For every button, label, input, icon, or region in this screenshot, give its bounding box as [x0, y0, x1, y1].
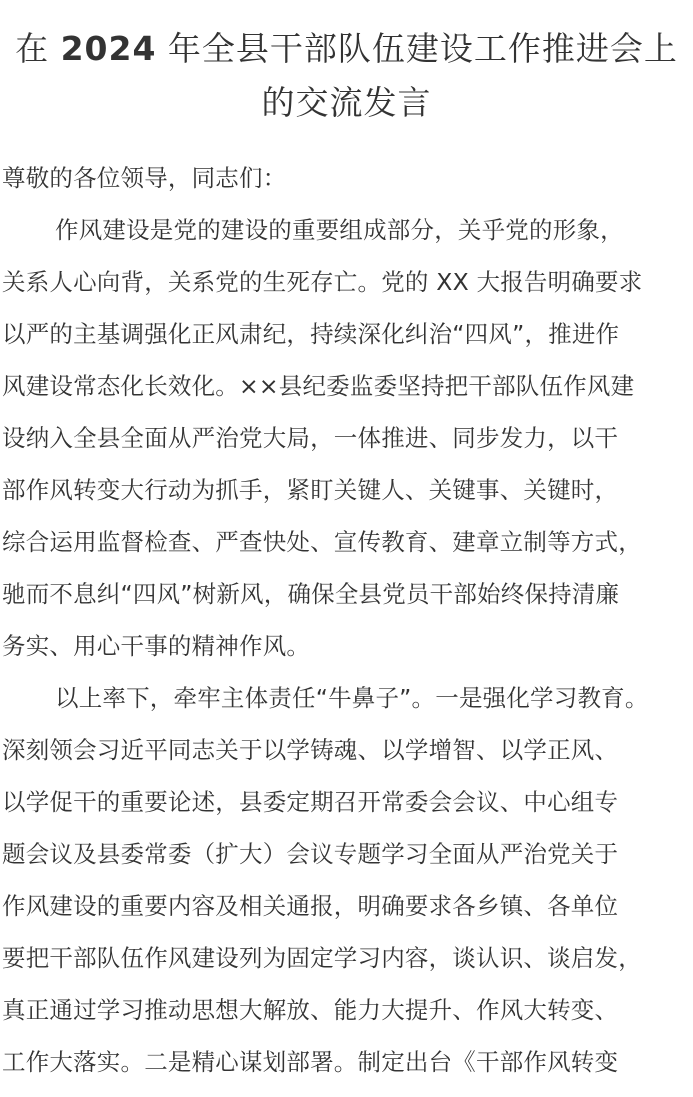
body-line: 设纳入全县全面从严治党大局，一体推进、同步发力，以干 — [2, 424, 619, 452]
body-line: 部作风转变大行动为抓手，紧盯关键人、关键事、关键时， — [2, 476, 619, 504]
body-line: 深刻领会习近平同志关于以学铸魂、以学增智、以学正风、 — [2, 736, 619, 764]
body-line: 驰而不息纠“四风”树新风，确保全县党员干部始终保持清廉 — [2, 580, 620, 608]
body-line: 作风建设是党的建设的重要组成部分，关乎党的形象， — [55, 216, 624, 244]
body-line: 工作大落实。二是精心谋划部署。制定出台《干部作风转变 — [2, 1048, 619, 1076]
title-suffix: 年全县干部队伍建设工作推进会上 — [156, 29, 678, 68]
body-line: 关系人心向背，关系党的生死存亡。党的 XX 大报告明确要求 — [2, 268, 643, 296]
body-line: 以学促干的重要论述，县委定期召开常委会会议、中心组专 — [2, 788, 619, 816]
body-line: 综合运用监督检查、严查快处、宣传教育、建章立制等方式， — [2, 528, 642, 556]
body-line: 以严的主基调强化正风肃纪，持续深化纠治“四风”，推进作 — [2, 320, 620, 348]
document-title — [0, 22, 693, 130]
body-line: 务实、用心干事的精神作风。 — [2, 632, 311, 660]
title-line-1 — [15, 29, 678, 68]
body-line: 题会议及县委常委（扩大）会议专题学习全面从严治党关于 — [2, 840, 619, 868]
body-line: 风建设常态化长效化。××县纪委监委坚持把干部队伍作风建 — [2, 372, 635, 400]
document-body — [0, 152, 693, 1088]
salutation: 尊敬的各位领导，同志们： — [2, 164, 287, 192]
title-line-2: 的交流发言 — [261, 83, 432, 122]
body-line: 以上率下，牵牢主体责任“牛鼻子”。一是强化学习教育。 — [55, 684, 649, 712]
body-line: 真正通过学习推动思想大解放、能力大提升、作风大转变、 — [2, 996, 619, 1024]
title-prefix: 在 — [15, 29, 61, 68]
body-line: 作风建设的重要内容及相关通报，明确要求各乡镇、各单位 — [2, 892, 619, 920]
body-line: 要把干部队伍作风建设列为固定学习内容，谈认识、谈启发， — [2, 944, 642, 972]
title-year: 2024 — [60, 29, 157, 68]
